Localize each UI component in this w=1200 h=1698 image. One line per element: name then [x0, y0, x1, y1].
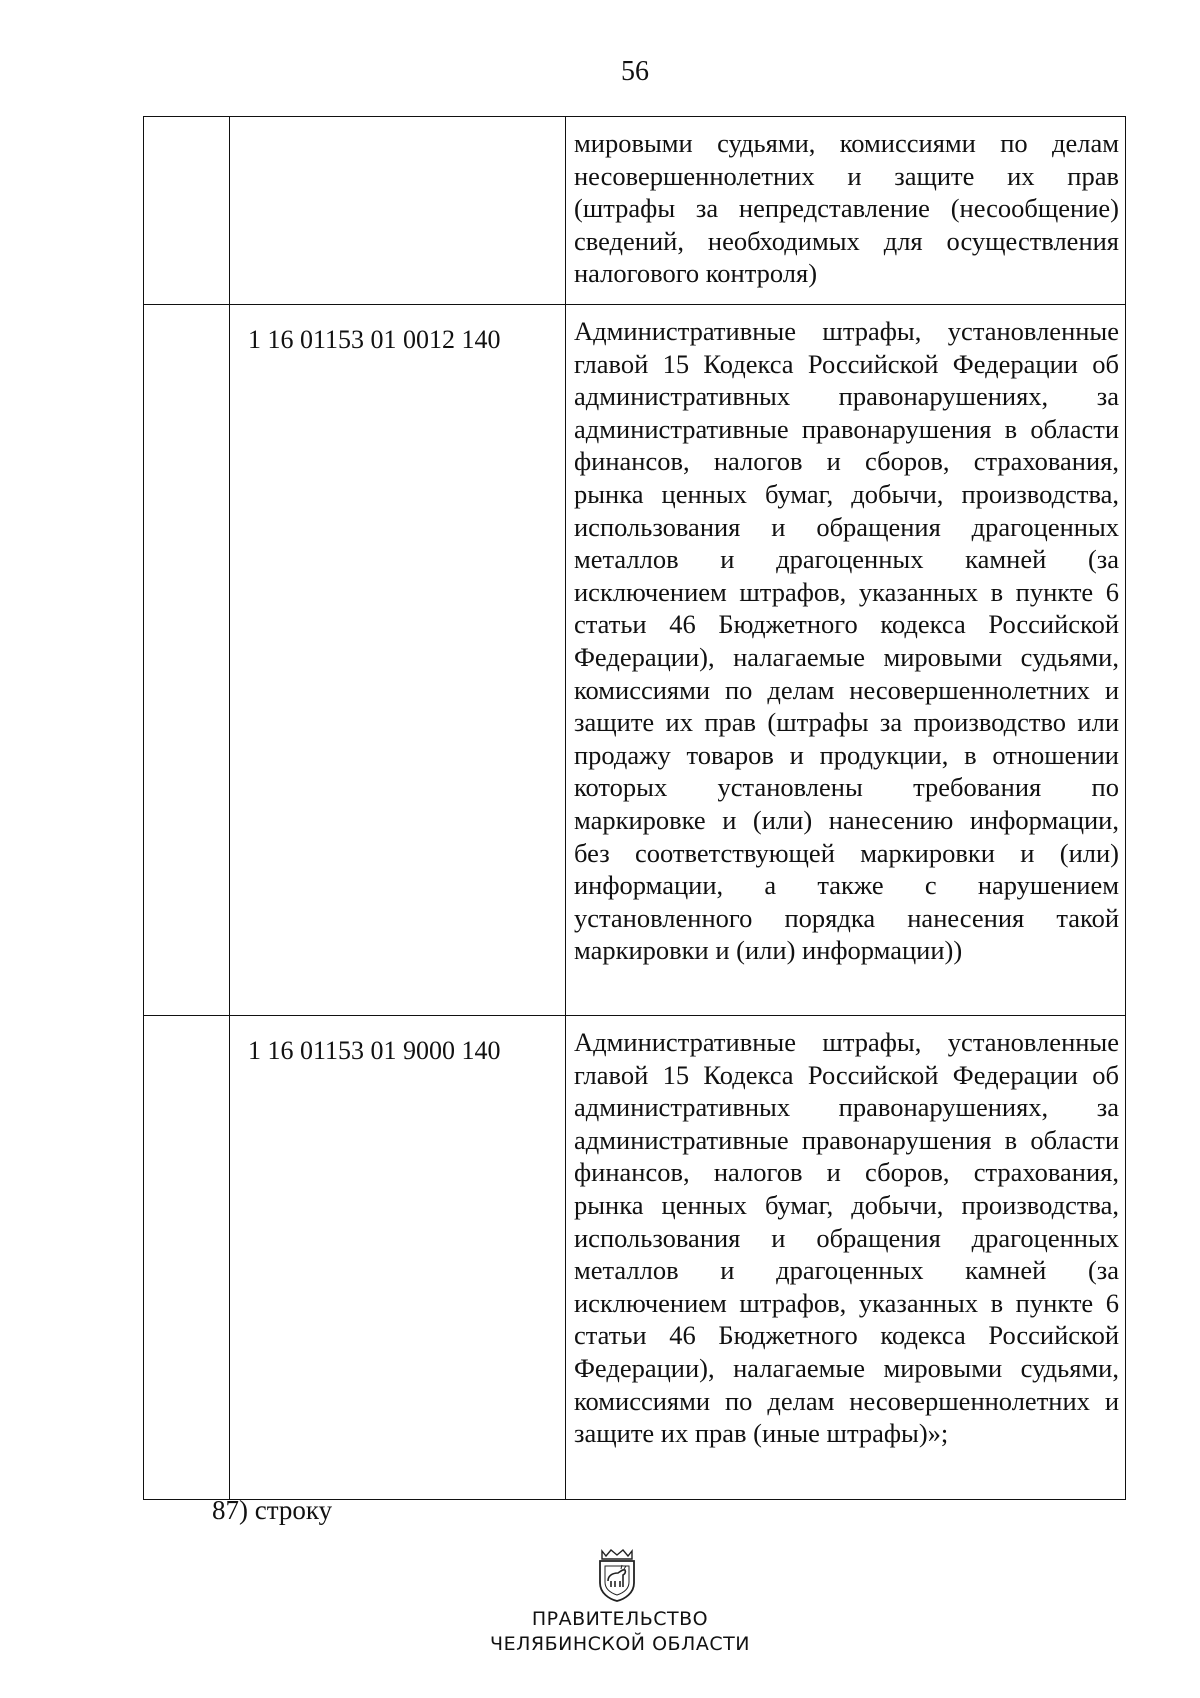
trailing-text: 87) строку: [212, 1495, 333, 1525]
table-row: [144, 305, 1126, 1016]
budget-codes-table: [143, 116, 1126, 1500]
table-cell-code: 1 16 01153 01 9000 140: [230, 1016, 566, 1500]
table-row: [144, 117, 1126, 305]
government-signature: [380, 1607, 860, 1657]
page-number: 56: [621, 56, 649, 87]
table-cell-empty: [144, 1016, 230, 1500]
table-cell-empty: [144, 117, 230, 305]
table-cell-code: [230, 117, 566, 305]
table-cell-empty: [144, 305, 230, 1016]
table-cell-description: Административные штрафы, установленные главой 15 Кодекса Российской Федерации об административных правонарушениях, за административные правонарушения в области финансов, налогов и сборов, страхования, рынка ценных бумаг, добычи, производства, использования и обращения драгоценных металлов и драгоценных камней (за исключением штрафов, указанных в пункте 6 статьи 46 Бюджетного кодекса Российской Федерации), налагаемые мировыми судьями, комиссиями по делам несовершеннолетних и защите их прав (штрафы за производство или продажу товаров и продукции, в отношении которых установлены требования по маркировке и (или) нанесению информации, без соответствующей маркировки и (или) информации, а также с нарушением установленного порядка нанесения такой маркировки и (или) информации)): [566, 305, 1126, 1016]
table-cell-description: мировыми судьями, комиссиями по делам несовершеннолетних и защите их прав (штрафы за непредставление (несообщение) сведений, необходимых для осуществления налогового контроля): [566, 117, 1126, 305]
table-cell-code: 1 16 01153 01 0012 140: [230, 305, 566, 1016]
table-cell-description: Административные штрафы, установленные главой 15 Кодекса Российской Федерации об административных правонарушениях, за административные правонарушения в области финансов, налогов и сборов, страхования, рынка ценных бумаг, добычи, производства, использования и обращения драгоценных металлов и драгоценных камней (за исключением штрафов, указанных в пункте 6 статьи 46 Бюджетного кодекса Российской Федерации), налагаемые мировыми судьями, комиссиями по делам несовершеннолетних и защите их прав (иные штрафы)»;: [566, 1016, 1126, 1500]
gov-line-2: ЧЕЛЯБИНСКОЙ ОБЛАСТИ: [490, 1633, 750, 1655]
table-row: [144, 1016, 1126, 1500]
chelyabinsk-coat-of-arms-icon: [594, 1547, 640, 1603]
gov-line-1: ПРАВИТЕЛЬСТВО: [531, 1608, 709, 1630]
